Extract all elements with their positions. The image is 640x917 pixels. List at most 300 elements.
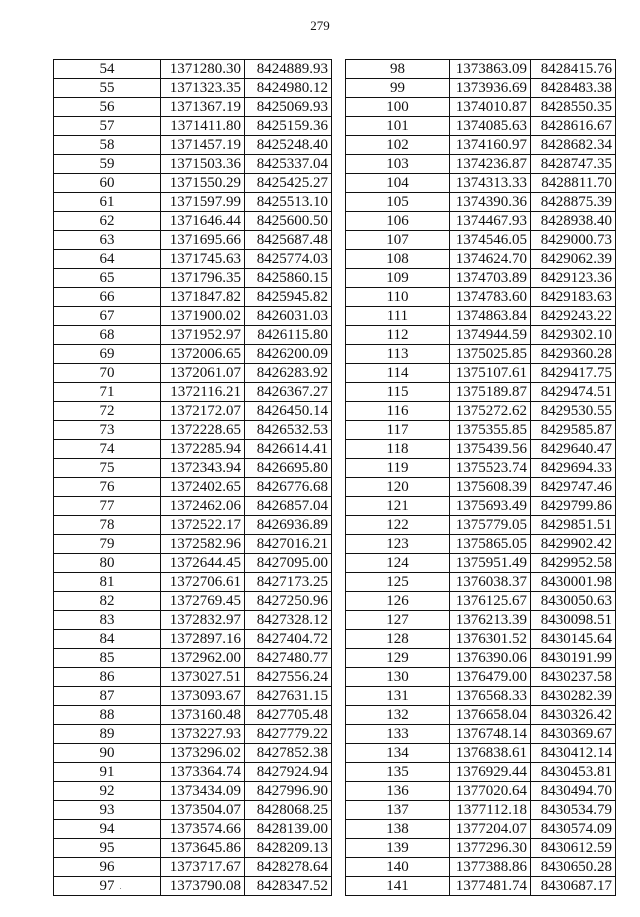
y-coordinate-cell: 8426115.80 (245, 326, 332, 345)
x-coordinate-cell: 1371952.97 (161, 326, 245, 345)
point-number-cell: 75 (54, 459, 161, 478)
point-number-cell: 77 (54, 497, 161, 516)
table-row (54, 573, 332, 592)
point-number-cell: 138 (346, 820, 450, 839)
x-coordinate-cell: 1373227.93 (161, 725, 245, 744)
table-row (54, 440, 332, 459)
point-number-cell: 98 (346, 60, 450, 79)
table-row (54, 117, 332, 136)
x-coordinate-cell: 1373027.51 (161, 668, 245, 687)
point-number-cell: 88 (54, 706, 161, 725)
y-coordinate-cell: 8428875.39 (531, 193, 616, 212)
y-coordinate-cell: 8425069.93 (245, 98, 332, 117)
table-row (54, 459, 332, 478)
x-coordinate-cell: 1373160.48 (161, 706, 245, 725)
x-coordinate-cell: 1372522.17 (161, 516, 245, 535)
y-coordinate-cell: 8430237.58 (531, 668, 616, 687)
table-row (346, 269, 616, 288)
point-number-cell: 71 (54, 383, 161, 402)
table-row (346, 421, 616, 440)
table-row (54, 250, 332, 269)
point-number-cell: 92 (54, 782, 161, 801)
y-coordinate-cell: 8429474.51 (531, 383, 616, 402)
table-row (54, 421, 332, 440)
x-coordinate-cell: 1374863.84 (450, 307, 531, 326)
table-row (54, 193, 332, 212)
point-number-cell: 128 (346, 630, 450, 649)
x-coordinate-cell: 1377296.30 (450, 839, 531, 858)
table-row (346, 554, 616, 573)
table-row (54, 60, 332, 79)
point-number-cell: 85 (54, 649, 161, 668)
point-number-cell: 59 (54, 155, 161, 174)
point-number-cell: 95 (54, 839, 161, 858)
x-coordinate-cell: 1374085.63 (450, 117, 531, 136)
y-coordinate-cell: 8426614.41 (245, 440, 332, 459)
table-row (346, 193, 616, 212)
point-number-cell: 122 (346, 516, 450, 535)
x-coordinate-cell: 1373434.09 (161, 782, 245, 801)
point-number-cell: 79 (54, 535, 161, 554)
x-coordinate-cell: 1371695.66 (161, 231, 245, 250)
table-row (346, 250, 616, 269)
point-number-cell: 64 (54, 250, 161, 269)
x-coordinate-cell: 1371847.82 (161, 288, 245, 307)
x-coordinate-cell: 1375107.61 (450, 364, 531, 383)
point-number-cell: 78 (54, 516, 161, 535)
point-number-cell: 69 (54, 345, 161, 364)
x-coordinate-cell: 1375189.87 (450, 383, 531, 402)
point-number-cell: 115 (346, 383, 450, 402)
x-coordinate-cell: 1374624.70 (450, 250, 531, 269)
table-row (346, 307, 616, 326)
y-coordinate-cell: 8427480.77 (245, 649, 332, 668)
table-row (54, 345, 332, 364)
table-row (54, 136, 332, 155)
table-row (346, 478, 616, 497)
table-row (346, 212, 616, 231)
point-number-cell: 57 (54, 117, 161, 136)
table-row (54, 155, 332, 174)
y-coordinate-cell: 8429243.22 (531, 307, 616, 326)
y-coordinate-cell: 8426450.14 (245, 402, 332, 421)
y-coordinate-cell: 8429302.10 (531, 326, 616, 345)
point-number-cell: 136 (346, 782, 450, 801)
x-coordinate-cell: 1376301.52 (450, 630, 531, 649)
y-coordinate-cell: 8427095.00 (245, 554, 332, 573)
point-number-cell: 135 (346, 763, 450, 782)
y-coordinate-cell: 8429799.86 (531, 497, 616, 516)
y-coordinate-cell: 8425248.40 (245, 136, 332, 155)
table-row (54, 763, 332, 782)
point-number-cell: 108 (346, 250, 450, 269)
table-row (346, 820, 616, 839)
x-coordinate-cell: 1375608.39 (450, 478, 531, 497)
table-row (54, 535, 332, 554)
point-number-cell: 87 (54, 687, 161, 706)
point-number-cell: 137 (346, 801, 450, 820)
point-number-cell: 125 (346, 573, 450, 592)
point-number-cell: 120 (346, 478, 450, 497)
table-row (54, 383, 332, 402)
y-coordinate-cell: 8430612.59 (531, 839, 616, 858)
x-coordinate-cell: 1372061.07 (161, 364, 245, 383)
table-row (346, 79, 616, 98)
y-coordinate-cell: 8429360.28 (531, 345, 616, 364)
x-coordinate-cell: 1371457.19 (161, 136, 245, 155)
table-row (54, 174, 332, 193)
y-coordinate-cell: 8426776.68 (245, 478, 332, 497)
y-coordinate-cell: 8426367.27 (245, 383, 332, 402)
x-coordinate-cell: 1373936.69 (450, 79, 531, 98)
y-coordinate-cell: 8426857.04 (245, 497, 332, 516)
y-coordinate-cell: 8427852.38 (245, 744, 332, 763)
y-coordinate-cell: 8426936.89 (245, 516, 332, 535)
x-coordinate-cell: 1372402.65 (161, 478, 245, 497)
table-row (346, 649, 616, 668)
x-coordinate-cell: 1372172.07 (161, 402, 245, 421)
point-number-cell: 130 (346, 668, 450, 687)
x-coordinate-cell: 1376125.67 (450, 592, 531, 611)
table-row (54, 231, 332, 250)
x-coordinate-cell: 1373717.67 (161, 858, 245, 877)
x-coordinate-cell: 1374546.05 (450, 231, 531, 250)
table-row (54, 497, 332, 516)
x-coordinate-cell: 1371900.02 (161, 307, 245, 326)
y-coordinate-cell: 8430369.67 (531, 725, 616, 744)
point-number-cell: 63 (54, 231, 161, 250)
table-row (54, 516, 332, 535)
table-row (346, 136, 616, 155)
point-number-cell: 91 (54, 763, 161, 782)
table-row (346, 839, 616, 858)
y-coordinate-cell: 8426283.92 (245, 364, 332, 383)
x-coordinate-cell: 1372228.65 (161, 421, 245, 440)
y-coordinate-cell: 8429417.75 (531, 364, 616, 383)
y-coordinate-cell: 8430534.79 (531, 801, 616, 820)
x-coordinate-cell: 1371745.63 (161, 250, 245, 269)
point-number-cell: 109 (346, 269, 450, 288)
point-number-cell: 97 (54, 877, 161, 896)
table-row (54, 364, 332, 383)
x-coordinate-cell: 1371503.36 (161, 155, 245, 174)
x-coordinate-cell: 1375865.05 (450, 535, 531, 554)
x-coordinate-cell: 1373093.67 (161, 687, 245, 706)
y-coordinate-cell: 8427631.15 (245, 687, 332, 706)
y-coordinate-cell: 8428278.64 (245, 858, 332, 877)
point-number-cell: 83 (54, 611, 161, 630)
y-coordinate-cell: 8426695.80 (245, 459, 332, 478)
point-number-cell: 80 (54, 554, 161, 573)
table-row (346, 117, 616, 136)
table-row (54, 402, 332, 421)
y-coordinate-cell: 8425425.27 (245, 174, 332, 193)
table-row (346, 592, 616, 611)
table-row (54, 649, 332, 668)
y-coordinate-cell: 8430001.98 (531, 573, 616, 592)
table-row (346, 630, 616, 649)
table-row (346, 573, 616, 592)
point-number-cell: 58 (54, 136, 161, 155)
point-number-cell: 141 (346, 877, 450, 896)
x-coordinate-cell: 1374390.36 (450, 193, 531, 212)
x-coordinate-cell: 1372285.94 (161, 440, 245, 459)
point-number-cell: 121 (346, 497, 450, 516)
point-number-cell: 107 (346, 231, 450, 250)
x-coordinate-cell: 1372644.45 (161, 554, 245, 573)
point-number-cell: 100 (346, 98, 450, 117)
y-coordinate-cell: 8429640.47 (531, 440, 616, 459)
table-row (346, 98, 616, 117)
table-row (346, 60, 616, 79)
y-coordinate-cell: 8430574.09 (531, 820, 616, 839)
point-number-cell: 86 (54, 668, 161, 687)
y-coordinate-cell: 8429000.73 (531, 231, 616, 250)
x-coordinate-cell: 1371796.35 (161, 269, 245, 288)
y-coordinate-cell: 8427250.96 (245, 592, 332, 611)
point-number-cell: 104 (346, 174, 450, 193)
y-coordinate-cell: 8430412.14 (531, 744, 616, 763)
x-coordinate-cell: 1374010.87 (450, 98, 531, 117)
table-row (54, 212, 332, 231)
point-number-cell: 93 (54, 801, 161, 820)
point-number-cell: 76 (54, 478, 161, 497)
table-row (54, 782, 332, 801)
x-coordinate-cell: 1372116.21 (161, 383, 245, 402)
x-coordinate-cell: 1373790.08 (161, 877, 245, 896)
y-coordinate-cell: 8430494.70 (531, 782, 616, 801)
y-coordinate-cell: 8430453.81 (531, 763, 616, 782)
y-coordinate-cell: 8429747.46 (531, 478, 616, 497)
table-row (54, 839, 332, 858)
table-row (346, 402, 616, 421)
y-coordinate-cell: 8426532.53 (245, 421, 332, 440)
table-row (346, 706, 616, 725)
coordinates-table-right (345, 59, 616, 896)
point-number-cell: 99 (346, 79, 450, 98)
x-coordinate-cell: 1372769.45 (161, 592, 245, 611)
y-coordinate-cell: 8426031.03 (245, 307, 332, 326)
y-coordinate-cell: 8427173.25 (245, 573, 332, 592)
y-coordinate-cell: 8427016.21 (245, 535, 332, 554)
point-number-cell: 110 (346, 288, 450, 307)
table-row (346, 459, 616, 478)
x-coordinate-cell: 1377020.64 (450, 782, 531, 801)
table-row (54, 725, 332, 744)
y-coordinate-cell: 8429530.55 (531, 402, 616, 421)
table-row (346, 801, 616, 820)
point-number-cell: 134 (346, 744, 450, 763)
point-number-cell: 129 (346, 649, 450, 668)
point-number-cell: 62 (54, 212, 161, 231)
point-number-cell: 117 (346, 421, 450, 440)
table-row (346, 383, 616, 402)
x-coordinate-cell: 1376568.33 (450, 687, 531, 706)
point-number-cell: 68 (54, 326, 161, 345)
x-coordinate-cell: 1372462.06 (161, 497, 245, 516)
x-coordinate-cell: 1375025.85 (450, 345, 531, 364)
table-row (54, 820, 332, 839)
point-number-cell: 65 (54, 269, 161, 288)
point-number-cell: 123 (346, 535, 450, 554)
y-coordinate-cell: 8430050.63 (531, 592, 616, 611)
table-row (346, 744, 616, 763)
table-row (346, 782, 616, 801)
x-coordinate-cell: 1374160.97 (450, 136, 531, 155)
x-coordinate-cell: 1376390.06 (450, 649, 531, 668)
x-coordinate-cell: 1375439.56 (450, 440, 531, 459)
point-number-cell: 112 (346, 326, 450, 345)
table-row (346, 288, 616, 307)
table-row (346, 877, 616, 896)
table-row (346, 345, 616, 364)
point-number-cell: 139 (346, 839, 450, 858)
x-coordinate-cell: 1374703.89 (450, 269, 531, 288)
x-coordinate-cell: 1377388.86 (450, 858, 531, 877)
y-coordinate-cell: 8429902.42 (531, 535, 616, 554)
table-row (54, 478, 332, 497)
y-coordinate-cell: 8428415.76 (531, 60, 616, 79)
table-row (346, 611, 616, 630)
y-coordinate-cell: 8428811.70 (531, 174, 616, 193)
point-number-cell: 114 (346, 364, 450, 383)
point-number-cell: 124 (346, 554, 450, 573)
table-row (346, 155, 616, 174)
x-coordinate-cell: 1376213.39 (450, 611, 531, 630)
x-coordinate-cell: 1373574.66 (161, 820, 245, 839)
table-row (54, 801, 332, 820)
scan-speck (120, 888, 121, 889)
x-coordinate-cell: 1374236.87 (450, 155, 531, 174)
x-coordinate-cell: 1376929.44 (450, 763, 531, 782)
y-coordinate-cell: 8424889.93 (245, 60, 332, 79)
y-coordinate-cell: 8429062.39 (531, 250, 616, 269)
y-coordinate-cell: 8427779.22 (245, 725, 332, 744)
y-coordinate-cell: 8430326.42 (531, 706, 616, 725)
point-number-cell: 74 (54, 440, 161, 459)
x-coordinate-cell: 1373504.07 (161, 801, 245, 820)
y-coordinate-cell: 8428483.38 (531, 79, 616, 98)
table-row (54, 877, 332, 896)
x-coordinate-cell: 1373645.86 (161, 839, 245, 858)
x-coordinate-cell: 1371411.80 (161, 117, 245, 136)
point-number-cell: 82 (54, 592, 161, 611)
x-coordinate-cell: 1376038.37 (450, 573, 531, 592)
x-coordinate-cell: 1376479.00 (450, 668, 531, 687)
table-row (54, 288, 332, 307)
point-number-cell: 105 (346, 193, 450, 212)
point-number-cell: 113 (346, 345, 450, 364)
point-number-cell: 116 (346, 402, 450, 421)
point-number-cell: 131 (346, 687, 450, 706)
y-coordinate-cell: 8427924.94 (245, 763, 332, 782)
y-coordinate-cell: 8430191.99 (531, 649, 616, 668)
x-coordinate-cell: 1371280.30 (161, 60, 245, 79)
table-row (346, 725, 616, 744)
x-coordinate-cell: 1377204.07 (450, 820, 531, 839)
table-row (54, 79, 332, 98)
x-coordinate-cell: 1372582.96 (161, 535, 245, 554)
y-coordinate-cell: 8430282.39 (531, 687, 616, 706)
point-number-cell: 67 (54, 307, 161, 326)
point-number-cell: 89 (54, 725, 161, 744)
x-coordinate-cell: 1373364.74 (161, 763, 245, 782)
y-coordinate-cell: 8430687.17 (531, 877, 616, 896)
y-coordinate-cell: 8427705.48 (245, 706, 332, 725)
y-coordinate-cell: 8425513.10 (245, 193, 332, 212)
coordinates-table-left (53, 59, 332, 896)
x-coordinate-cell: 1371646.44 (161, 212, 245, 231)
x-coordinate-cell: 1372832.97 (161, 611, 245, 630)
y-coordinate-cell: 8427404.72 (245, 630, 332, 649)
table-row (54, 98, 332, 117)
x-coordinate-cell: 1376838.61 (450, 744, 531, 763)
table-row (346, 858, 616, 877)
x-coordinate-cell: 1373863.09 (450, 60, 531, 79)
table-row (54, 744, 332, 763)
x-coordinate-cell: 1375951.49 (450, 554, 531, 573)
point-number-cell: 90 (54, 744, 161, 763)
x-coordinate-cell: 1375355.85 (450, 421, 531, 440)
x-coordinate-cell: 1377112.18 (450, 801, 531, 820)
y-coordinate-cell: 8425600.50 (245, 212, 332, 231)
point-number-cell: 118 (346, 440, 450, 459)
table-row (54, 307, 332, 326)
y-coordinate-cell: 8429585.87 (531, 421, 616, 440)
table-row (346, 326, 616, 345)
point-number-cell: 56 (54, 98, 161, 117)
y-coordinate-cell: 8427328.12 (245, 611, 332, 630)
point-number-cell: 96 (54, 858, 161, 877)
x-coordinate-cell: 1375272.62 (450, 402, 531, 421)
y-coordinate-cell: 8429123.36 (531, 269, 616, 288)
y-coordinate-cell: 8425774.03 (245, 250, 332, 269)
x-coordinate-cell: 1371597.99 (161, 193, 245, 212)
y-coordinate-cell: 8428347.52 (245, 877, 332, 896)
point-number-cell: 140 (346, 858, 450, 877)
table-row (54, 858, 332, 877)
x-coordinate-cell: 1374944.59 (450, 326, 531, 345)
table-row (346, 364, 616, 383)
x-coordinate-cell: 1372006.65 (161, 345, 245, 364)
x-coordinate-cell: 1374783.60 (450, 288, 531, 307)
y-coordinate-cell: 8430145.64 (531, 630, 616, 649)
table-row (54, 326, 332, 345)
table-row (54, 611, 332, 630)
point-number-cell: 55 (54, 79, 161, 98)
y-coordinate-cell: 8424980.12 (245, 79, 332, 98)
y-coordinate-cell: 8428747.35 (531, 155, 616, 174)
y-coordinate-cell: 8430650.28 (531, 858, 616, 877)
table-row (54, 630, 332, 649)
x-coordinate-cell: 1375693.49 (450, 497, 531, 516)
point-number-cell: 54 (54, 60, 161, 79)
y-coordinate-cell: 8428139.00 (245, 820, 332, 839)
point-number-cell: 81 (54, 573, 161, 592)
x-coordinate-cell: 1374313.33 (450, 174, 531, 193)
table-row (54, 592, 332, 611)
x-coordinate-cell: 1371323.35 (161, 79, 245, 98)
x-coordinate-cell: 1371367.19 (161, 98, 245, 117)
point-number-cell: 101 (346, 117, 450, 136)
y-coordinate-cell: 8425860.15 (245, 269, 332, 288)
point-number-cell: 133 (346, 725, 450, 744)
table-row (54, 269, 332, 288)
point-number-cell: 66 (54, 288, 161, 307)
point-number-cell: 72 (54, 402, 161, 421)
table-row (54, 668, 332, 687)
point-number-cell: 70 (54, 364, 161, 383)
